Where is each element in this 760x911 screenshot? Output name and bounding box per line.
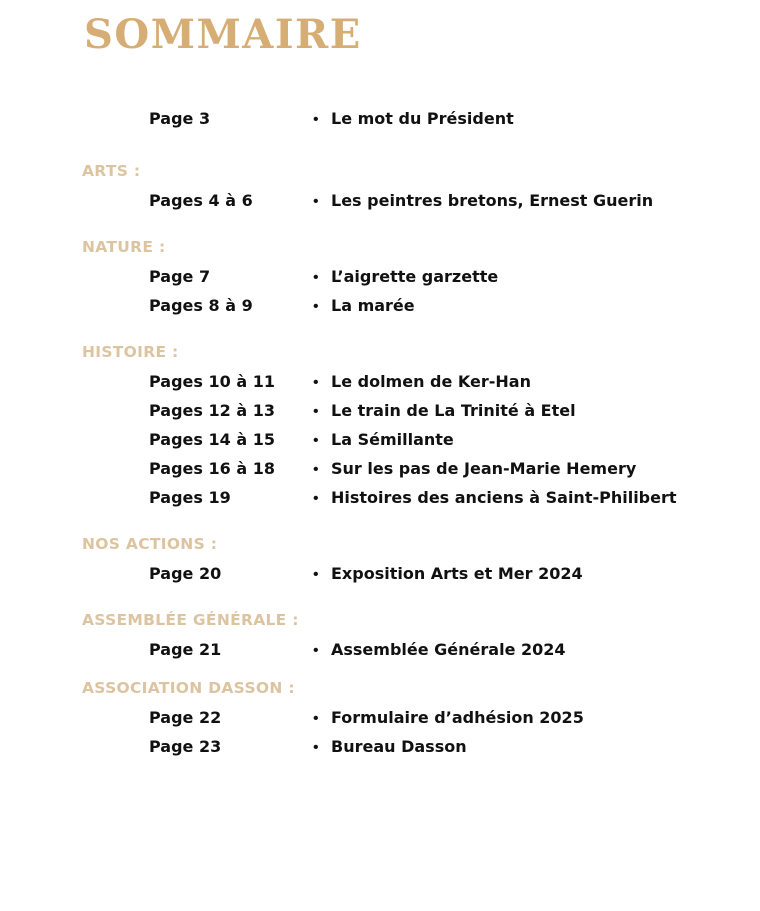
- toc-section-heading: ASSEMBLÉE GÉNÉRALE :: [82, 611, 299, 629]
- table-of-contents: [0, 104, 760, 761]
- bullet-icon: •: [313, 566, 319, 583]
- spacer: [0, 320, 760, 338]
- toc-entry-title: Sur les pas de Jean-Marie Hemery: [331, 459, 637, 478]
- toc-entry-pages: Pages 12 à 13: [149, 401, 275, 420]
- bullet-icon: •: [313, 461, 319, 478]
- toc-entry[interactable]: [0, 635, 760, 664]
- toc-section-heading: ARTS :: [82, 162, 141, 180]
- toc-entry-title: La Sémillante: [331, 430, 454, 449]
- toc-entry-pages: Page 21: [149, 640, 222, 659]
- toc-entry-list: [0, 635, 760, 664]
- toc-section-assemblee-generale: [0, 606, 760, 664]
- toc-entry-title: Formulaire d’adhésion 2025: [331, 708, 584, 727]
- bullet-icon: •: [313, 193, 319, 210]
- toc-entry[interactable]: [0, 483, 760, 512]
- toc-section-heading: HISTOIRE :: [82, 343, 179, 361]
- toc-entry[interactable]: [0, 703, 760, 732]
- page-title: SOMMAIRE: [84, 11, 362, 58]
- bullet-icon: •: [313, 642, 319, 659]
- toc-entry-title: Le train de La Trinité à Etel: [331, 401, 576, 420]
- toc-section-nature: [0, 233, 760, 320]
- toc-entry-pages: Page 20: [149, 564, 222, 583]
- toc-entry-title: Exposition Arts et Mer 2024: [331, 564, 583, 583]
- bullet-icon: •: [313, 374, 319, 391]
- toc-entry-pages: Page 22: [149, 708, 222, 727]
- toc-entry[interactable]: [0, 559, 760, 588]
- toc-entry[interactable]: [0, 367, 760, 396]
- toc-entry-list: [0, 262, 760, 320]
- toc-entry-pages: Pages 4 à 6: [149, 191, 253, 210]
- toc-entry[interactable]: [0, 425, 760, 454]
- spacer: [0, 215, 760, 233]
- toc-entry-pages: Pages 19: [149, 488, 231, 507]
- toc-entry-list: [0, 703, 760, 761]
- toc-section-intro: [0, 104, 760, 133]
- toc-entry-list: [0, 559, 760, 588]
- toc-entry-title: Histoires des anciens à Saint-Philibert: [331, 488, 677, 507]
- toc-entry-pages: Pages 10 à 11: [149, 372, 275, 391]
- bullet-icon: •: [313, 298, 319, 315]
- spacer: [0, 133, 760, 157]
- toc-entry-list: [0, 104, 760, 133]
- bullet-icon: •: [313, 432, 319, 449]
- toc-entry[interactable]: [0, 454, 760, 483]
- toc-entry-pages: Page 7: [149, 267, 211, 286]
- toc-section-nos-actions: [0, 530, 760, 588]
- bullet-icon: •: [313, 739, 319, 756]
- toc-entry[interactable]: [0, 732, 760, 761]
- toc-entry-pages: Pages 8 à 9: [149, 296, 253, 315]
- toc-entry[interactable]: [0, 396, 760, 425]
- bullet-icon: •: [313, 490, 319, 507]
- toc-entry[interactable]: [0, 104, 760, 133]
- toc-entry-title: Assemblée Générale 2024: [331, 640, 566, 659]
- toc-entry-title: Bureau Dasson: [331, 737, 467, 756]
- toc-section-association-dasson: [0, 674, 760, 761]
- toc-entry-title: Le dolmen de Ker-Han: [331, 372, 531, 391]
- toc-entry-list: [0, 186, 760, 215]
- toc-entry[interactable]: [0, 291, 760, 320]
- toc-entry-list: [0, 367, 760, 512]
- toc-entry-title: L’aigrette garzette: [331, 267, 499, 286]
- toc-entry-title: Les peintres bretons, Ernest Guerin: [331, 191, 654, 210]
- toc-section-heading: NATURE :: [82, 238, 166, 256]
- toc-entry-title: La marée: [331, 296, 415, 315]
- bullet-icon: •: [313, 710, 319, 727]
- spacer: [0, 588, 760, 606]
- toc-entry-title: Le mot du Président: [331, 109, 514, 128]
- bullet-icon: •: [313, 269, 319, 286]
- toc-entry-pages: Pages 14 à 15: [149, 430, 275, 449]
- toc-section-arts: [0, 157, 760, 215]
- toc-section-heading: ASSOCIATION DASSON :: [82, 679, 295, 697]
- bullet-icon: •: [313, 403, 319, 420]
- spacer: [0, 512, 760, 530]
- toc-entry[interactable]: [0, 262, 760, 291]
- bullet-icon: •: [313, 111, 319, 128]
- toc-section-heading: NOS ACTIONS :: [82, 535, 218, 553]
- toc-entry[interactable]: [0, 186, 760, 215]
- toc-entry-pages: Page 23: [149, 737, 222, 756]
- toc-entry-pages: Pages 16 à 18: [149, 459, 275, 478]
- spacer: [0, 664, 760, 674]
- toc-entry-pages: Page 3: [149, 109, 211, 128]
- toc-section-histoire: [0, 338, 760, 512]
